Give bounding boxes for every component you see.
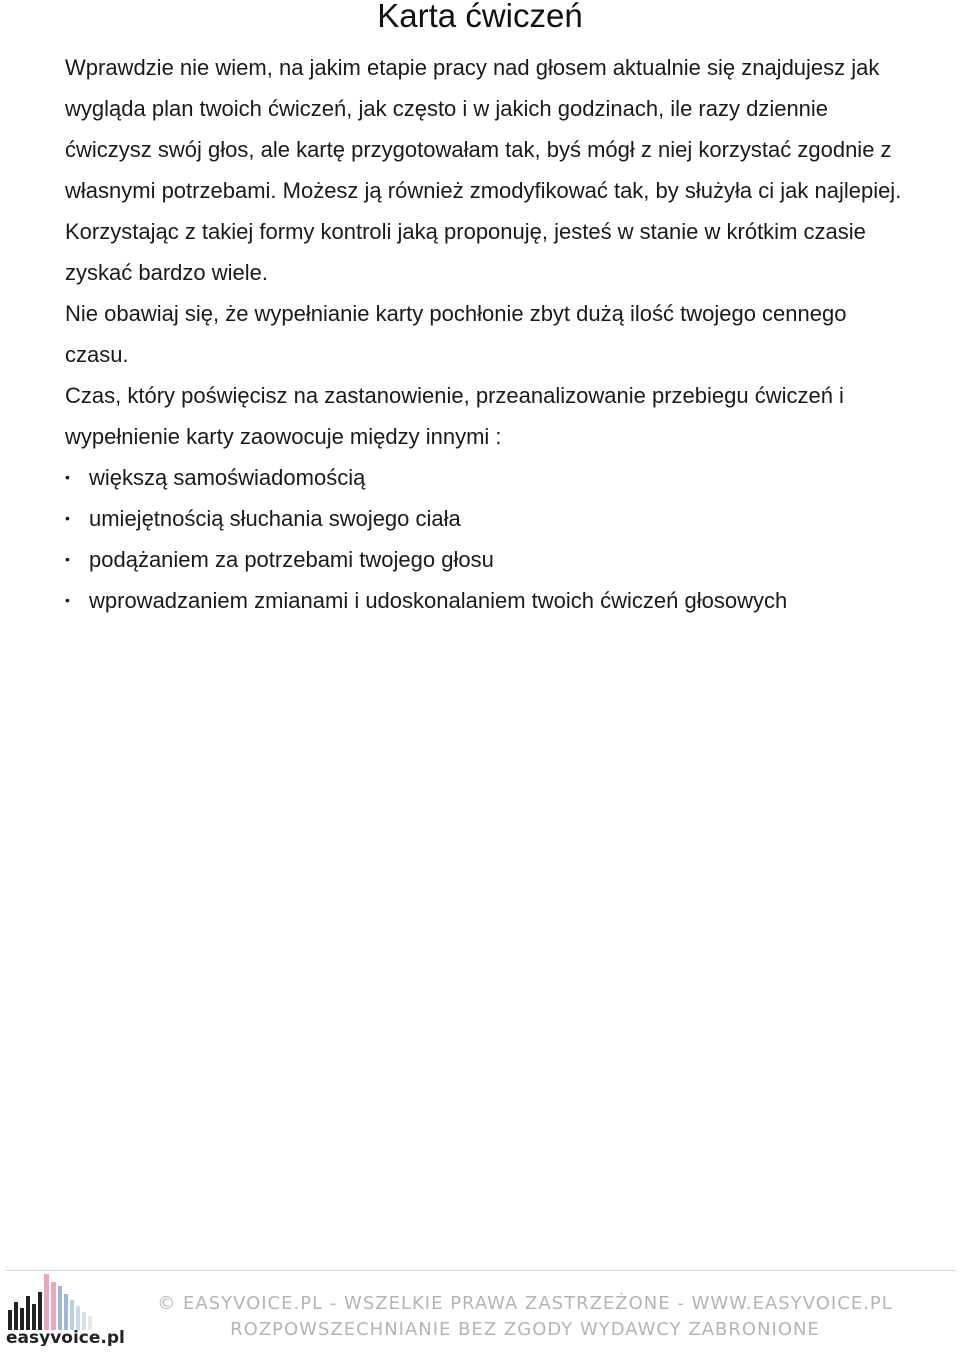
equalizer-bars-icon (8, 1274, 92, 1330)
list-item (65, 539, 905, 580)
reassurance-paragraph: Nie obawiaj się, że wypełnianie karty pochłonie zbyt dużą ilość twojego cennego czasu. (65, 301, 847, 367)
page-title: Karta ćwiczeń (377, 0, 583, 34)
intro-paragraph: Wprawdzie nie wiem, na jakim etapie pracy nad głosem aktualnie się znajdujesz jak wygląda plan twoich ćwiczeń, jak często i w jakich godzinach, ile razy dziennie ćwiczysz swój głos, ale kartę przygotowałam tak, byś mógł z niej korzystać zgodnie z własnymi potrzebami. Możesz ją również zmodyfikować tak, by służyła ci jak najlepiej. (65, 55, 902, 203)
logo-wordmark: easyvoice.pl (6, 1328, 125, 1346)
benefits-list (65, 457, 905, 621)
list-item (65, 498, 905, 539)
outcome-paragraph: Czas, który poświęcisz na zastanowienie, przeanalizowanie przebiegu ćwiczeń i wypełnienie karty zaowocuje między innymi : (65, 383, 844, 449)
bullet-icon: • (65, 510, 70, 526)
benefit-paragraph: Korzystając z takiej formy kontroli jaką proponuję, jesteś w stanie w krótkim czasie zyskać bardzo wiele. (65, 219, 866, 285)
list-item-text: podążaniem za potrzebami twojego głosu (89, 547, 494, 572)
bullet-icon: • (65, 592, 70, 608)
footer-divider (5, 1270, 956, 1271)
list-item (65, 457, 905, 498)
bullet-icon: • (65, 551, 70, 567)
list-item-text: umiejętnością słuchania swojego ciała (89, 506, 461, 531)
distribution-notice: ROZPOWSZECHNIANIE BEZ ZGODY WYDAWCY ZABRONIONE (230, 1319, 820, 1340)
easyvoice-logo (4, 1272, 128, 1346)
document-body (65, 47, 905, 621)
list-item-text: większą samoświadomością (89, 465, 366, 490)
list-item (65, 580, 905, 621)
list-item-text: wprowadzaniem zmianami i udoskonalaniem twoich ćwiczeń głosowych (89, 588, 788, 613)
copyright-notice: © EASYVOICE.PL - WSZELKIE PRAWA ZASTRZEŻONE - WWW.EASYVOICE.PL (157, 1293, 893, 1314)
bullet-icon: • (65, 469, 70, 485)
